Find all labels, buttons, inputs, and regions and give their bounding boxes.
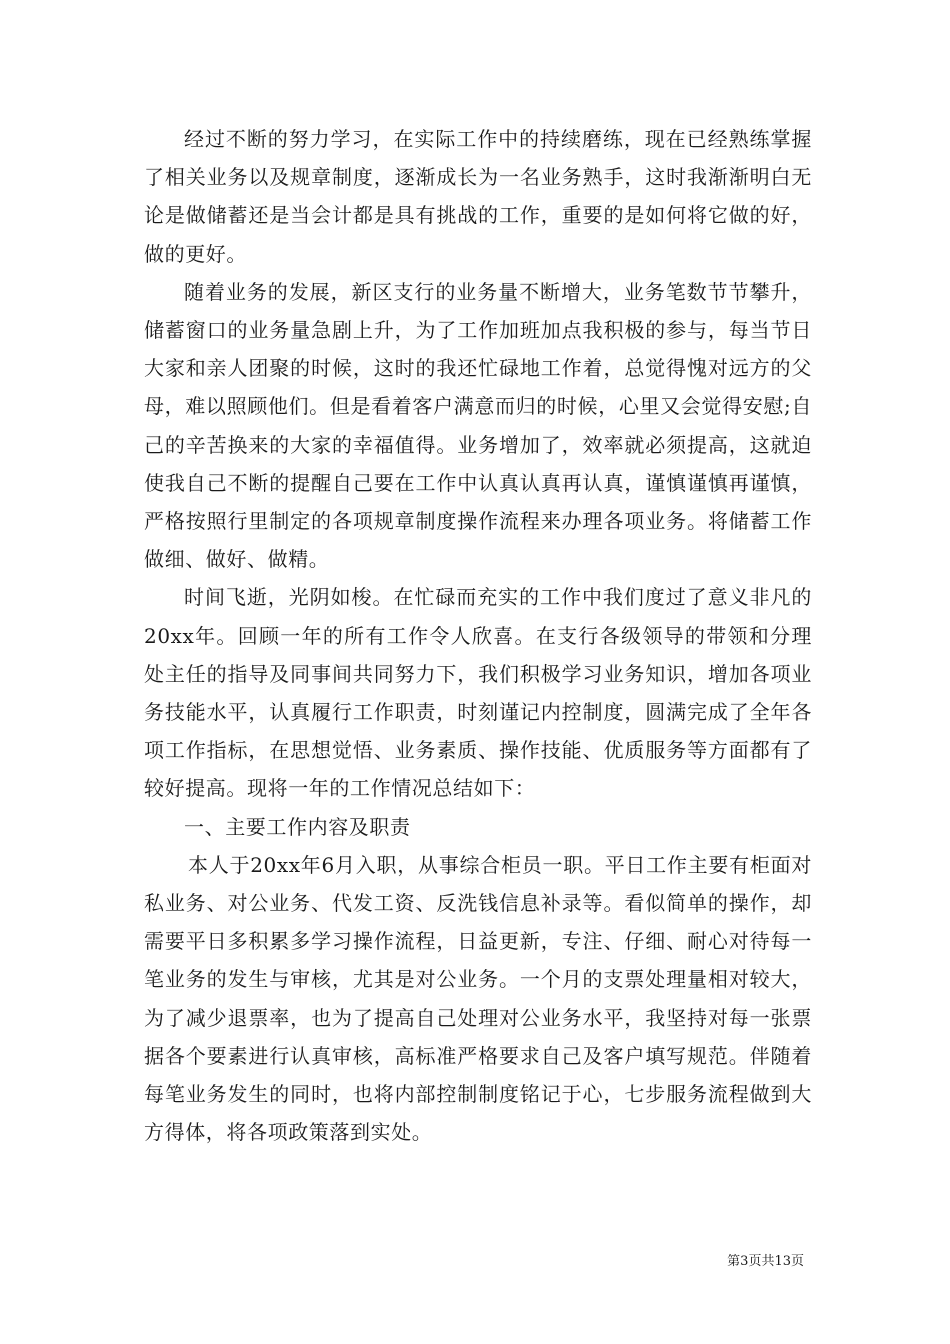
paragraph-2: 随着业务的发展，新区支行的业务量不断增大，业务笔数节节攀升，储蓄窗口的业务量急剧上升，为了工作加班加点我积极的参与，每当节日大家和亲人团聚的时候，这时的我还忙碌地工作着，总觉得愧对远方的父母，难以照顾他们。但是看着客户满意而归的时候，心里又会觉得安慰;自己的辛苦换来的大家的幸福值得。业务增加了，效率就必须提高，这就迫使我自己不断的提醒自己要在工作中认真认真再认真，谨慎谨慎再谨慎，严格按照行里制定的各项规章制度操作流程来办理各项业务。将储蓄工作做细、做好、做精。: [144, 279, 812, 572]
page-number-footer: 第3页共13页: [727, 1254, 804, 1269]
paragraph-3: 时间飞逝，光阴如梭。在忙碌而充实的工作中我们度过了意义非凡的20xx年。回顾一年的所有工作令人欣喜。在支行各级领导的带领和分理处主任的指导及同事间共同努力下，我们积极学习业务知识，增加各项业务技能水平，认真履行工作职责，时刻谨记内控制度，圆满完成了全年各项工作指标，在思想觉悟、业务素质、操作技能、优质服务等方面都有了较好提高。现将一年的工作情况总结如下：: [144, 585, 812, 801]
document-body: [144, 120, 812, 1151]
paragraph-1: 经过不断的努力学习，在实际工作中的持续磨练，现在已经熟练掌握了相关业务以及规章制度，逐渐成长为一名业务熟手，这时我渐渐明白无论是做储蓄还是当会计都是具有挑战的工作，重要的是如何将它做的好，做的更好。: [144, 127, 812, 266]
section-heading: 一、主要工作内容及职责: [184, 814, 411, 839]
paragraph-4: 本人于20xx年6月入职，从事综合柜员一职。平日工作主要有柜面对私业务、对公业务、代发工资、反洗钱信息补录等。看似简单的操作，却需要平日多积累多学习操作流程，日益更新，专注、仔细、耐心对待每一笔业务的发生与审核，尤其是对公业务。一个月的支票处理量相对较大，为了减少退票率，也为了提高自己处理对公业务水平，我坚持对每一张票据各个要素进行认真审核，高标准严格要求自己及客户填写规范。伴随着每笔业务发生的同时，也将内部控制制度铭记于心，七步服务流程做到大方得体，将各项政策落到实处。: [144, 852, 812, 1145]
